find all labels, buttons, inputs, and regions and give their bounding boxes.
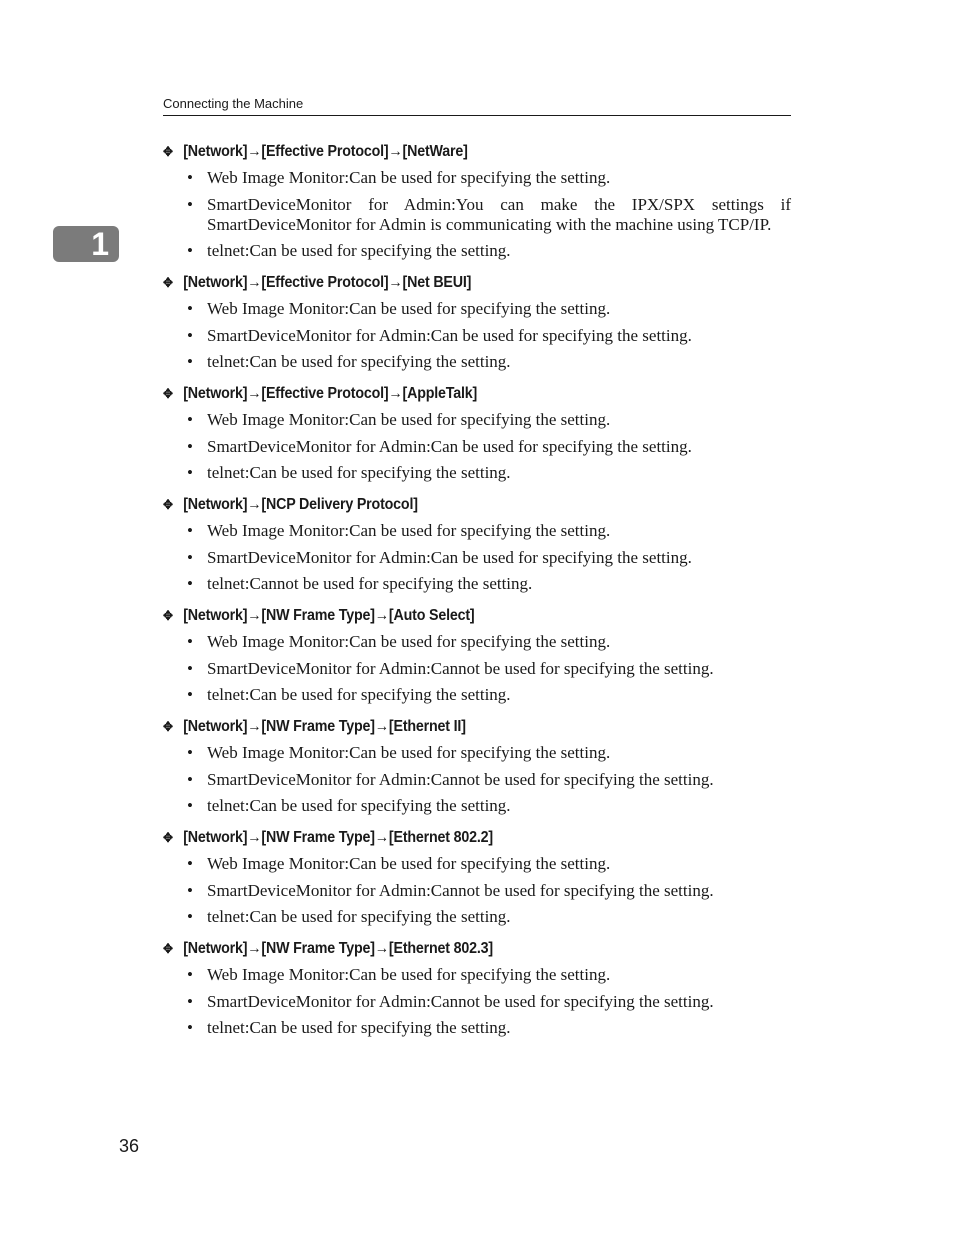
settings-section <box>163 141 791 261</box>
list-item-text: SmartDeviceMonitor for Admin:Can be used for specifying the setting. <box>207 547 692 567</box>
list-item <box>163 1018 791 1038</box>
settings-section <box>163 827 791 927</box>
section-heading <box>163 716 741 738</box>
list-item <box>163 854 791 874</box>
list-item-text: telnet:Can be used for specifying the setting. <box>207 907 511 926</box>
section-heading-text: [Network]→[Effective Protocol]→[NetWare] <box>183 143 468 160</box>
diamond-marker-icon: ✥ <box>163 386 173 401</box>
list-item <box>163 796 791 816</box>
section-heading <box>163 272 741 294</box>
list-item-text: Web Image Monitor:Can be used for specifying the setting. <box>207 299 611 318</box>
bullet-icon: • <box>187 769 193 789</box>
list-item-text: telnet:Can be used for specifying the setting. <box>207 352 511 371</box>
bullet-list <box>163 299 791 372</box>
list-item-text: Web Image Monitor:Can be used for specifying the setting. <box>207 521 611 540</box>
section-heading-text: [Network]→[NCP Delivery Protocol] <box>183 496 418 513</box>
list-item-text: Web Image Monitor:Can be used for specifying the setting. <box>207 854 611 873</box>
bullet-list <box>163 965 791 1038</box>
bullet-icon: • <box>187 325 193 345</box>
list-item <box>163 881 791 901</box>
chapter-tab: 1 <box>53 226 119 262</box>
bullet-icon: • <box>187 658 193 678</box>
list-item <box>163 907 791 927</box>
settings-section <box>163 494 791 594</box>
bullet-icon: • <box>187 436 193 456</box>
bullet-icon: • <box>187 463 193 482</box>
bullet-icon: • <box>187 241 193 260</box>
bullet-icon: • <box>187 796 193 815</box>
list-item <box>163 410 791 430</box>
bullet-icon: • <box>187 743 193 762</box>
diamond-marker-icon: ✥ <box>163 719 173 734</box>
list-item-text: Web Image Monitor:Can be used for specifying the setting. <box>207 410 611 429</box>
list-item-text: Web Image Monitor:Can be used for specifying the setting. <box>207 743 611 762</box>
running-header: Connecting the Machine <box>163 96 791 116</box>
list-item-text: SmartDeviceMonitor for Admin:Cannot be used for specifying the setting. <box>207 880 714 900</box>
section-heading-text: [Network]→[NW Frame Type]→[Ethernet II] <box>183 718 466 735</box>
section-heading <box>163 141 741 163</box>
list-item <box>163 770 791 790</box>
diamond-marker-icon: ✥ <box>163 144 173 159</box>
settings-section <box>163 716 791 816</box>
list-item-text: telnet:Can be used for specifying the setting. <box>207 1018 511 1037</box>
list-item <box>163 352 791 372</box>
list-item <box>163 743 791 763</box>
settings-section <box>163 938 791 1038</box>
bullet-icon: • <box>187 965 193 984</box>
settings-section <box>163 605 791 705</box>
section-heading-text: [Network]→[NW Frame Type]→[Ethernet 802.3] <box>183 940 493 957</box>
bullet-list <box>163 632 791 705</box>
bullet-icon: • <box>187 168 193 187</box>
section-heading <box>163 494 741 516</box>
settings-section <box>163 383 791 483</box>
document-body <box>163 141 791 1049</box>
list-item-text: SmartDeviceMonitor for Admin:Cannot be used for specifying the setting. <box>207 991 714 1011</box>
section-heading-text: [Network]→[Effective Protocol]→[AppleTalk] <box>183 385 478 402</box>
list-item-text: Web Image Monitor:Can be used for specifying the setting. <box>207 168 611 187</box>
list-item-text: SmartDeviceMonitor for Admin:Cannot be used for specifying the setting. <box>207 769 714 789</box>
section-heading-text: [Network]→[NW Frame Type]→[Auto Select] <box>183 607 475 624</box>
list-item <box>163 548 791 568</box>
bullet-icon: • <box>187 632 193 651</box>
bullet-list <box>163 410 791 483</box>
list-item <box>163 326 791 346</box>
section-heading-text: [Network]→[Effective Protocol]→[Net BEUI] <box>183 274 472 291</box>
list-item-text: SmartDeviceMonitor for Admin:Can be used for specifying the setting. <box>207 436 692 456</box>
list-item <box>163 168 791 188</box>
bullet-icon: • <box>187 880 193 900</box>
list-item <box>163 659 791 679</box>
diamond-marker-icon: ✥ <box>163 275 173 290</box>
list-item <box>163 632 791 652</box>
bullet-icon: • <box>187 907 193 926</box>
section-heading-text: [Network]→[NW Frame Type]→[Ethernet 802.2] <box>183 829 493 846</box>
list-item-text: SmartDeviceMonitor for Admin:You can make the IPX/SPX settings if SmartDeviceMonitor for Admin is communicating with the machine using TCP/IP. <box>207 194 791 234</box>
list-item <box>163 195 791 235</box>
bullet-icon: • <box>187 410 193 429</box>
bullet-icon: • <box>187 1018 193 1037</box>
list-item-text: telnet:Can be used for specifying the setting. <box>207 796 511 815</box>
page-number: 36 <box>119 1136 140 1156</box>
bullet-icon: • <box>187 991 193 1011</box>
list-item <box>163 299 791 319</box>
bullet-icon: • <box>187 854 193 873</box>
list-item <box>163 437 791 457</box>
list-item-text: telnet:Can be used for specifying the setting. <box>207 463 511 482</box>
diamond-marker-icon: ✥ <box>163 830 173 845</box>
list-item <box>163 965 791 985</box>
list-item-text: telnet:Cannot be used for specifying the setting. <box>207 574 533 593</box>
list-item-text: telnet:Can be used for specifying the setting. <box>207 241 511 260</box>
bullet-icon: • <box>187 685 193 704</box>
list-item-text: telnet:Can be used for specifying the setting. <box>207 685 511 704</box>
bullet-icon: • <box>187 547 193 567</box>
section-heading <box>163 605 741 627</box>
diamond-marker-icon: ✥ <box>163 608 173 623</box>
bullet-icon: • <box>187 521 193 540</box>
list-item <box>163 241 791 261</box>
bullet-icon: • <box>187 194 193 214</box>
bullet-list <box>163 743 791 816</box>
list-item <box>163 992 791 1012</box>
list-item-text: SmartDeviceMonitor for Admin:Cannot be used for specifying the setting. <box>207 658 714 678</box>
list-item-text: Web Image Monitor:Can be used for specifying the setting. <box>207 632 611 651</box>
bullet-icon: • <box>187 352 193 371</box>
section-heading <box>163 938 741 960</box>
section-heading <box>163 827 741 849</box>
bullet-icon: • <box>187 574 193 593</box>
bullet-list <box>163 168 791 261</box>
bullet-list <box>163 854 791 927</box>
diamond-marker-icon: ✥ <box>163 497 173 512</box>
list-item-text: SmartDeviceMonitor for Admin:Can be used for specifying the setting. <box>207 325 692 345</box>
list-item <box>163 574 791 594</box>
bullet-icon: • <box>187 299 193 318</box>
bullet-list <box>163 521 791 594</box>
list-item <box>163 463 791 483</box>
settings-section <box>163 272 791 372</box>
section-heading <box>163 383 741 405</box>
list-item <box>163 685 791 705</box>
diamond-marker-icon: ✥ <box>163 941 173 956</box>
list-item-text: Web Image Monitor:Can be used for specifying the setting. <box>207 965 611 984</box>
list-item <box>163 521 791 541</box>
